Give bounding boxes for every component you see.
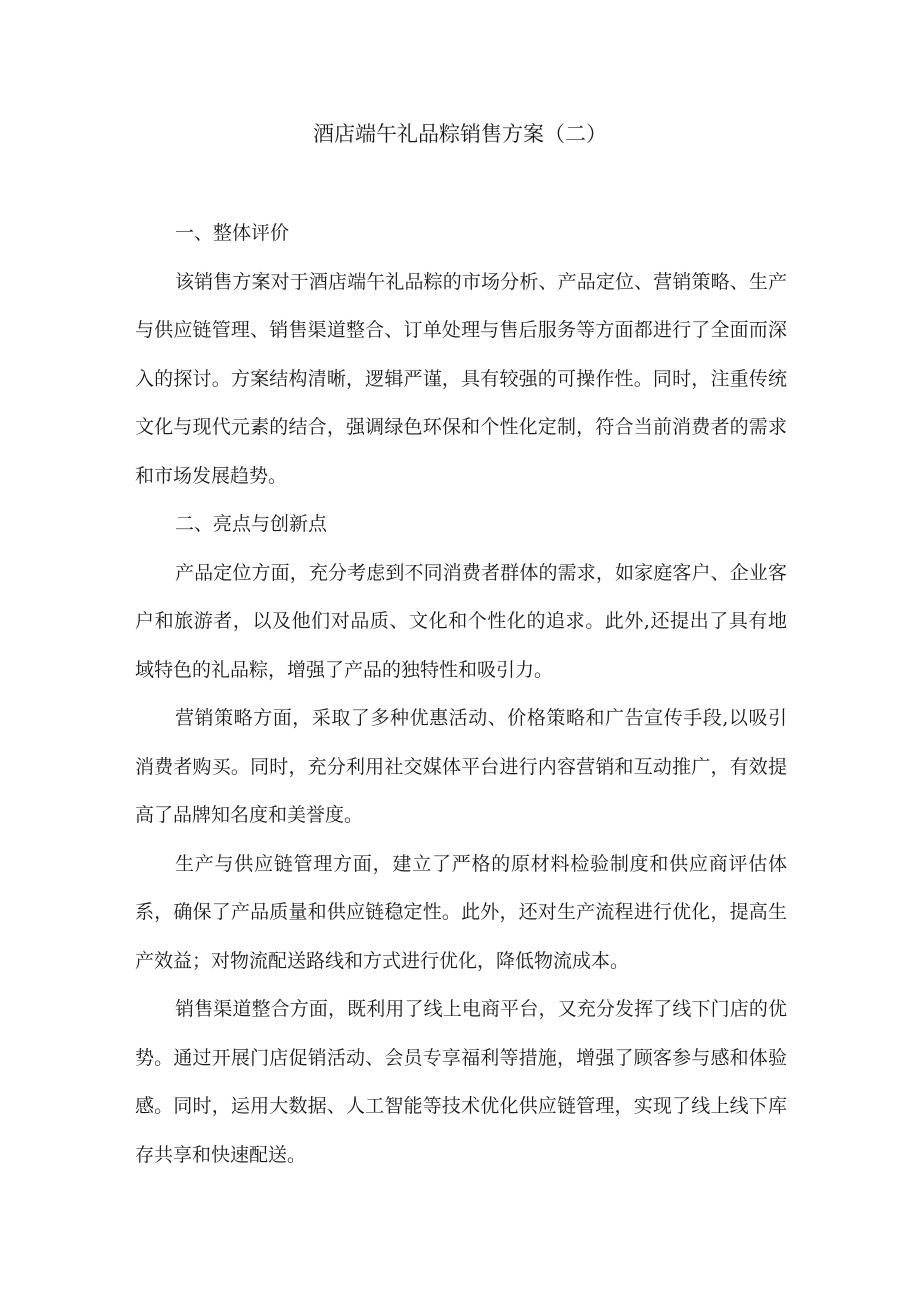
paragraph: 营销策略方面，采取了多种优惠活动、价格策略和广告宣传手段,以吸引消费者购买。同时，充分利用社交媒体平台进行内容营销和互动推广，有效提高了品牌知名度和美誉度。 bbox=[135, 707, 787, 826]
document-title: 酒店端午礼品粽销售方案（二） bbox=[313, 122, 607, 146]
section-heading: 二、亮点与创新点 bbox=[175, 513, 328, 535]
document-body bbox=[135, 209, 787, 1179]
section-highlights bbox=[135, 500, 787, 1179]
paragraph: 产品定位方面，充分考虑到不同消费者群体的需求，如家庭客户、企业客户和旅游者，以及他们对品质、文化和个性化的追求。此外,还提出了具有地域特色的礼品粽，增强了产品的独特性和吸引力。 bbox=[135, 561, 787, 681]
section-overall-evaluation bbox=[135, 209, 787, 500]
paragraph: 销售渠道整合方面，既利用了线上电商平台，又充分发挥了线下门店的优势。通过开展门店促销活动、会员专享福利等措施，增强了顾客参与感和体验感。同时，运用大数据、人工智能等技术优化供应链管理，实现了线上线下库存共享和快速配送。 bbox=[135, 998, 787, 1166]
paragraph: 生产与供应链管理方面，建立了严格的原材料检验制度和供应商评估体系，确保了产品质量和供应链稳定性。此外，还对生产流程进行优化，提高生产效益；对物流配送路线和方式进行优化，降低物流成本。 bbox=[135, 852, 787, 972]
section-heading: 一、整体评价 bbox=[175, 222, 290, 244]
paragraph: 该销售方案对于酒店端午礼品粽的市场分析、产品定位、营销策略、生产与供应链管理、销售渠道整合、订单处理与售后服务等方面都进行了全面而深入的探讨。方案结构清晰，逻辑严谨，具有较强的可操作性。同时，注重传统文化与现代元素的结合，强调绿色环保和个性化定制，符合当前消费者的需求和市场发展趋势。 bbox=[135, 270, 787, 487]
